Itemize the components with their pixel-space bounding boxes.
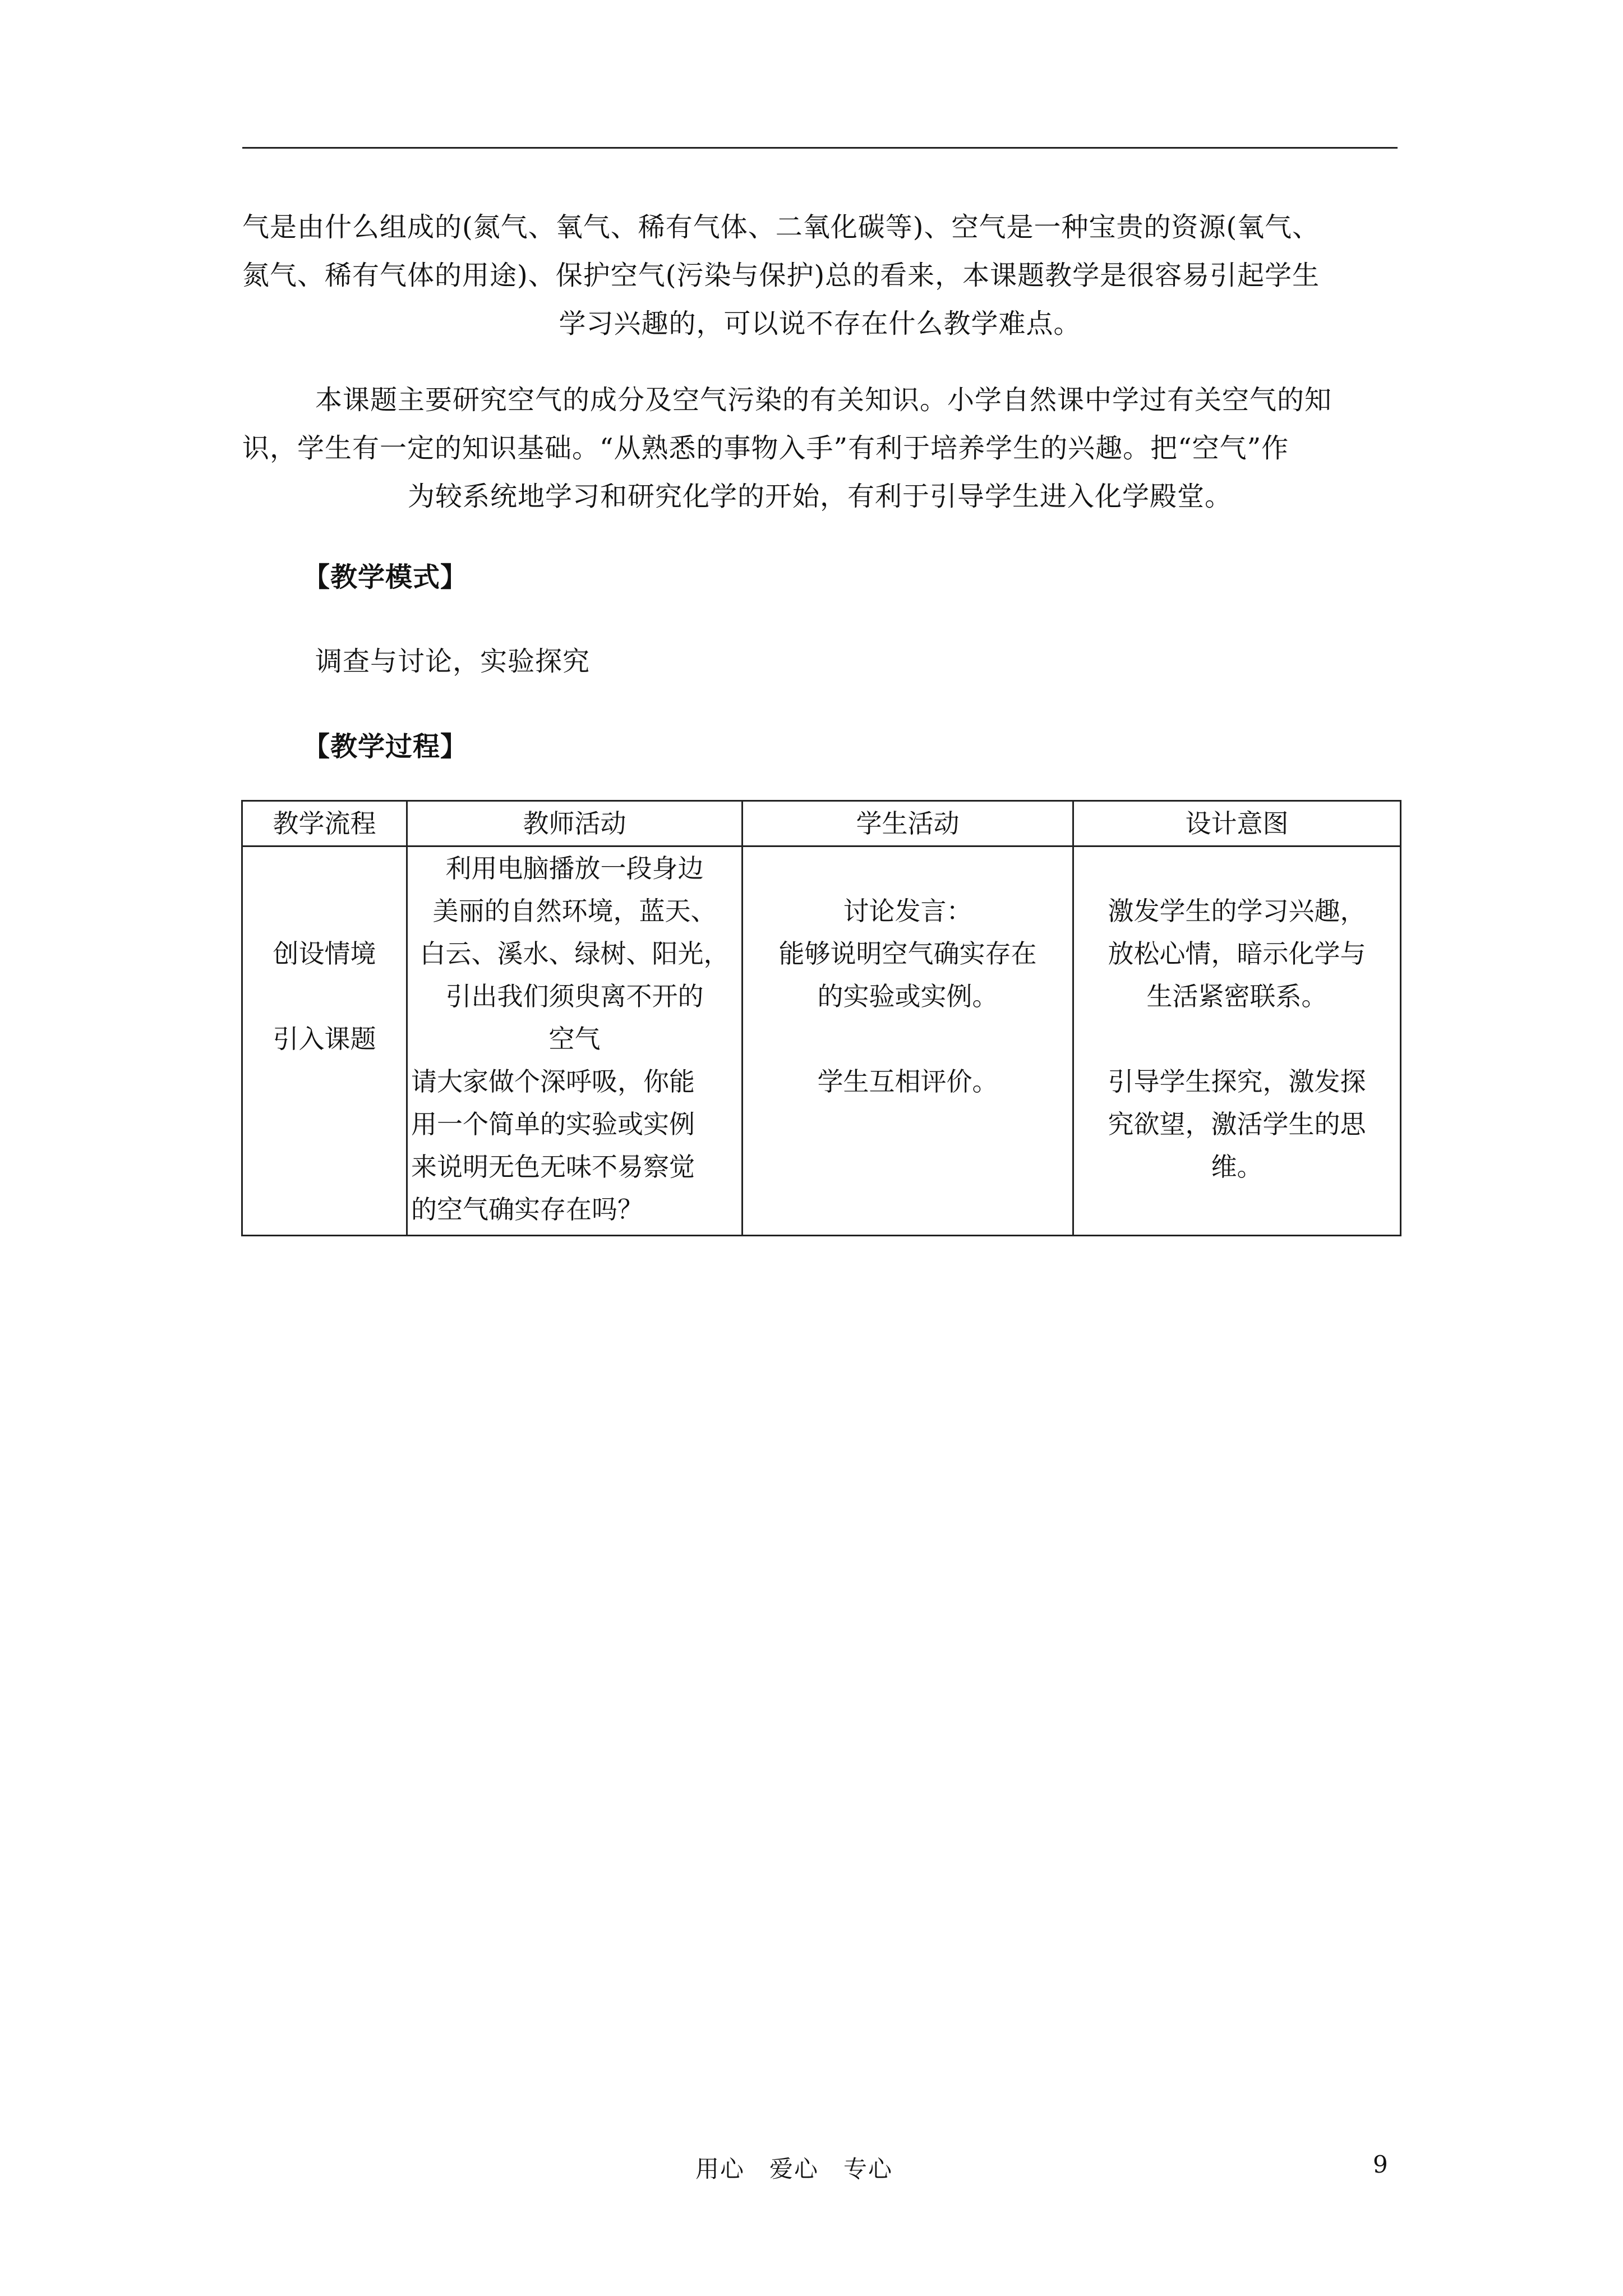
design-line: 究欲望，激活学生的思 [1108, 1109, 1366, 1139]
paragraph-1-line: 氮气、稀有气体的用途)、保护空气(污染与保护)总的看来，本课题教学是很容易引起学生 [242, 260, 1320, 291]
footer-motto: 用心 爱心 专心 [695, 2155, 893, 2183]
paragraph-2 [242, 376, 1398, 521]
teaching-mode-text: 调查与讨论，实验探究 [315, 646, 591, 677]
teacher-line: 白云、溪水、绿树、阳光， [419, 938, 730, 969]
paragraph-2-line: 本课题主要研究空气的成分及空气污染的有关知识。小学自然课中学过有关空气的知 [315, 384, 1332, 416]
teacher-line: 空气 [548, 1024, 601, 1054]
design-spacer [1074, 1018, 1400, 1060]
design-line: 激发学生的学习兴趣， [1108, 896, 1366, 926]
teacher-line: 来说明无色无味不易察觉 [411, 1152, 695, 1182]
design-intent-cell [1073, 846, 1401, 1236]
student-spacer [743, 1018, 1072, 1060]
paragraph-1 [242, 203, 1398, 348]
student-activity-a [743, 847, 1072, 1103]
teaching-mode-heading: 【教学模式】 [303, 562, 468, 593]
flow-label: 引入课题 [273, 1024, 376, 1054]
teacher-line: 引出我们须臾离不开的 [445, 981, 704, 1011]
teacher-line: 美丽的自然环境，蓝天、 [432, 896, 717, 926]
teacher-activity-b [408, 1060, 741, 1231]
table-header-cell: 教学流程 [242, 801, 407, 846]
header-rule [242, 147, 1398, 149]
design-line: 引导学生探究，激发探 [1108, 1066, 1366, 1097]
paragraph-2-line: 为较系统地学习和研究化学的开始，有利于引导学生进入化学殿堂。 [407, 481, 1232, 512]
student-spacer [743, 847, 1072, 890]
student-activity-cell [743, 846, 1073, 1236]
design-spacer [1074, 847, 1400, 890]
student-line: 的实验或实例。 [817, 981, 998, 1011]
teacher-line: 的空气确实存在吗？ [411, 1194, 643, 1225]
design-intent-a [1074, 847, 1400, 1188]
teaching-process-heading: 【教学过程】 [303, 731, 468, 762]
design-line: 生活紧密联系。 [1146, 981, 1327, 1011]
student-line: 讨论发言： [843, 896, 972, 926]
flow-label: 创设情境 [273, 938, 376, 969]
table-header-row [242, 801, 1401, 846]
table-header-cell: 学生活动 [743, 801, 1073, 846]
teacher-activity-a [408, 847, 741, 1060]
table-row [242, 846, 1401, 1236]
paragraph-2-line: 识，学生有一定的知识基础。“从熟悉的事物入手”有利于培养学生的兴趣。把“空气”作 [242, 432, 1289, 464]
table-header-cell: 设计意图 [1073, 801, 1401, 846]
table-header-cell: 教师活动 [407, 801, 743, 846]
flow-cell [242, 846, 407, 1236]
flow-spacer [243, 975, 406, 1018]
paragraph-1-line: 气是由什么组成的(氮气、氧气、稀有气体、二氧化碳等)、空气是一种宝贵的资源(氧气、 [242, 211, 1320, 243]
design-line: 维。 [1211, 1152, 1263, 1182]
teaching-process-table [241, 800, 1401, 1236]
student-line: 能够说明空气确实存在 [778, 938, 1037, 969]
paragraph-1-line: 学习兴趣的，可以说不存在什么教学难点。 [559, 308, 1081, 339]
student-line: 学生互相评价。 [817, 1066, 998, 1097]
teacher-line: 利用电脑播放一段身边 [445, 853, 704, 884]
teacher-activity-cell [407, 846, 743, 1236]
page-number: 9 [1373, 2151, 1388, 2178]
design-line: 放松心情，暗示化学与 [1108, 938, 1366, 969]
teacher-line: 用一个简单的实验或实例 [411, 1109, 695, 1139]
teacher-line: 请大家做个深呼吸，你能 [411, 1066, 695, 1097]
